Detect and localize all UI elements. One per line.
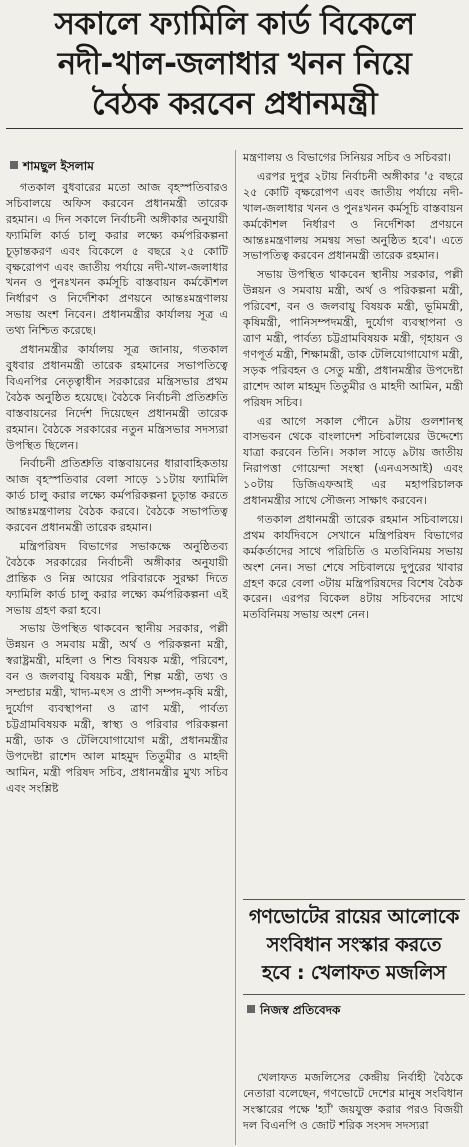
sub-headline <box>243 903 465 987</box>
headline-line: সকালে ফ্যামিলি কার্ড বিকেলে <box>54 6 415 42</box>
paragraph: মন্ত্রণালয় ও বিভাগের সিনিয়র সচিব ও সচিবরা। <box>243 151 452 164</box>
paragraph: সভায় উপস্থিত থাকবেন স্থানীয় সরকার, পল্লী উন্নয়ন ও সমবায় মন্ত্রী, অর্থ ও পরিকল্পনা মন্ত্রী, স্বরাষ্ট্রমন্ত্রী, মহিলা ও শিশু বিষয়ক মন্ত্রী, পরিবেশ, বন ও জলবায়ু বিষয়ক মন্ত্রী, শিল্প মন্ত্রী, তথ্য ও সম্প্রচার মন্ত্রী, খাদ্য-মৎস ও প্রাণী সম্পদ-কৃষি মন্ত্রী, দুর্যোগ ব্যবস্থাপনা ও ত্রাণ মন্ত্রী, পার্বত্য চট্টগ্রামবিষয়ক মন্ত্রী, স্বাস্থ্য ও পরিবার পরিকল্পনা মন্ত্রী, ডাক ও টেলিযোগাযোগ মন্ত্রী, প্রধানমন্ত্রীর উপদেষ্টা রাশেদ আল মাহমুদ তিতুমীর ও মাহদী আমিন, মন্ত্রী পরিষদ সচিব, প্রধানমন্ত্রীর মুখ্য সচিব এবং সংশ্লিষ্ট <box>6 622 228 795</box>
paragraph: প্রধানমন্ত্রীর কার্যালয় সূত্র জানায়, গতকাল বুধবার প্রধানমন্ত্রী তারেক রহমানের সভাপতিত্বে বিএনপির নেতৃত্বাধীন সরকারের মন্ত্রিসভার প্রথম বৈঠক অনুষ্ঠিত হয়েছে। বৈঠকে নির্বাচনী প্রতিশ্রুতি বাস্তবায়নের নির্দেশ দিয়েছেন প্রধানমন্ত্রী তারেক রহমান। বৈঠকে সরকারের নতুন মন্ত্রিসভার সদস্যরা উপস্থিত ছিলেন। <box>6 343 228 452</box>
byline-sub <box>247 1002 340 1018</box>
byline-square-icon <box>247 1005 255 1013</box>
sub-headline-bottom-rule <box>243 994 465 995</box>
article-column-1 <box>6 180 228 799</box>
byline-author: নিজস্ব প্রতিবেদক <box>260 1003 341 1017</box>
paragraph: খেলাফত মজলিসের কেন্দ্রীয় নির্বাহী বৈঠকে নেতারা বলেছেন, গণভোটে দেশের মানুষ সংবিধান সংস্কারের পক্ষে 'হ্যাঁ' জয়যুক্ত করার পরও বিজয়ী দল বিএনপি ও জোট শরিক সংসদ সদস্যরা <box>243 1071 463 1132</box>
headline-line: নদী-খাল-জলাধার খনন নিয়ে <box>57 46 412 82</box>
sub-headline-top-rule <box>243 899 465 900</box>
sub-headline-line: সংবিধান সংস্কার করতে <box>266 933 442 956</box>
paragraph: এর আগে সকাল পৌনে ৯টায় গুলশানস্থ বাসভবন থেকে বাংলাদেশ সচিবালয়ের উদ্দেশ্যে যাত্রা করবেন তিনি। সকাল সাড়ে ৯টায় জাতীয় নিরাপত্তা গোয়েন্দা সংস্থা (এনএসআই) এবং ১০টায় ডিজিএফআই এর মহাপরিচালক প্রধানমন্ত্রীর সাথে সৌজন্য সাক্ষাৎ করবেন। <box>243 414 463 508</box>
headline <box>6 4 463 124</box>
column-divider <box>235 150 236 1145</box>
paragraph: নির্বাচনী প্রতিশ্রুতি বাস্তবায়নের ধারাবাহিকতায় আজ বৃহস্পতিবার বেলা সাড়ে ১১টায় ফ্যামিলি কার্ড চালু করার লক্ষ্যে কর্মপরিকল্পনা চূড়ান্ত করতে আন্তঃমন্ত্রণালয় বৈঠক করবে। বৈঠকে সভাপতিত্ব করবেন প্রধানমন্ত্রী তারেক রহমান। <box>6 457 228 535</box>
article-column-2 <box>243 150 463 626</box>
paragraph: গতকাল বুধবারের মতো আজ বৃহস্পতিবারও সচিবালয়ে অফিস করবেন প্রধানমন্ত্রী তারেক রহমান। এ দিন সকালে নির্বাচনী অঙ্গীকার অনুযায়ী ফ্যামিলি কার্ড চালু করার লক্ষ্যে কর্মপরিকল্পনা চূড়ান্তকরণ এবং বিকেলে ৫ বছরে ২৫ কোটি বৃক্ষরোপণ এবং জাতীয় পর্যায়ে নদী-খাল-জলাধার খনন ও পুনঃখনন কর্মসূচি বাস্তবায়ন কর্মকৌশল নির্ধারণ ও নির্দেশিকা প্রণয়নে আন্তঃমন্ত্রণালয় সভায় অংশ নিবেন। প্রধানমন্ত্রীর কার্যালয় সূত্র এ তথ্য নিশ্চিত করেছে। <box>6 181 228 338</box>
paragraph: গতকাল প্রধানমন্ত্রী তারেক রহমান সচিবালয়ে। প্রথম কার্যদিবসে সেখানে মন্ত্রিপরিষদ বিভাগের কর্মকর্তাদের সাথে পরিচিতি ও মতবিনিময় সভায় অংশ নেন। সভা শেষে সচিবালয়ে দুপুরের খাবার গ্রহণ করে বেলা ৩টায় মন্ত্রিপরিষদের বিশেষ বৈঠক করেন। এরপর বিকেল ৪টায় সচিবদের সাথে মতবিনিময় সভায় অংশ নেন। <box>243 512 463 622</box>
byline-main <box>10 158 94 174</box>
headline-line: বৈঠক করবেন প্রধানমন্ত্রী <box>91 86 378 122</box>
paragraph: এরপর দুপুর ২টায় নির্বাচনী অঙ্গীকার '৫ বছরে ২৫ কোটি বৃক্ষরোপণ এবং জাতীয় পর্যায়ে নদী-খাল-জলাধার খনন ও পুনঃখনন কর্মসূচি বাস্তবায়ন কর্মকৌশল নির্ধারণ ও নির্দেশিকা প্রণয়নে আন্তঃমন্ত্রণালয় সমন্বয় সভা অনুষ্ঠিত হবে'। এতে সভাপতিত্ব করবেন প্রধানমন্ত্রী তারেক রহমান। <box>243 169 463 263</box>
byline-author: শামছুল ইসলাম <box>23 159 94 173</box>
sub-headline-line: হবে : খেলাফত মজলিস <box>262 961 446 984</box>
article-2-body <box>243 1070 463 1137</box>
byline-square-icon <box>10 161 18 169</box>
sub-headline-line: গণভোটের রায়ের আলোকে <box>248 905 460 928</box>
paragraph: মন্ত্রিপরিষদ বিভাগের সভাকক্ষে অনুষ্ঠিতব্য বৈঠকে সরকারের নির্বাচনী অঙ্গীকার অনুযায়ী প্রান্তিক ও নিম্ন আয়ের পরিবারকে সুরক্ষা দিতে ফ্যামিলি কার্ড চালু করার লক্ষ্যে কর্মপরিকল্পনা এই সভায় গ্রহণ করা হবে। <box>6 539 228 617</box>
headline-divider <box>6 128 463 129</box>
paragraph: সভায় উপস্থিত থাকবেন স্থানীয় সরকার, পল্লী উন্নয়ন ও সমবায় মন্ত্রী, অর্থ ও পরিকল্পনা মন্ত্রী, পরিবেশ, বন ও জলবায়ু বিষয়ক মন্ত্রী, ভূমিমন্ত্রী, কৃষিমন্ত্রী, পানিসম্পদমন্ত্রী, দুর্যোগ ব্যবস্থাপনা ও ত্রাণ মন্ত্রী, পার্বত্য চট্টগ্রামবিষয়ক মন্ত্রী, গৃহায়ন ও গণপূর্ত মন্ত্রী, শিক্ষামন্ত্রী, ডাক টেলিযোগাযোগ মন্ত্রী, সড়ক পরিবহন ও সেতু মন্ত্রী, প্রধানমন্ত্রীর উপদেষ্টা রাশেদ আল মাহমুদ তিতুমীর ও মাহদী আমিন, মন্ত্রী পরিষদ সচিব। <box>243 268 463 409</box>
